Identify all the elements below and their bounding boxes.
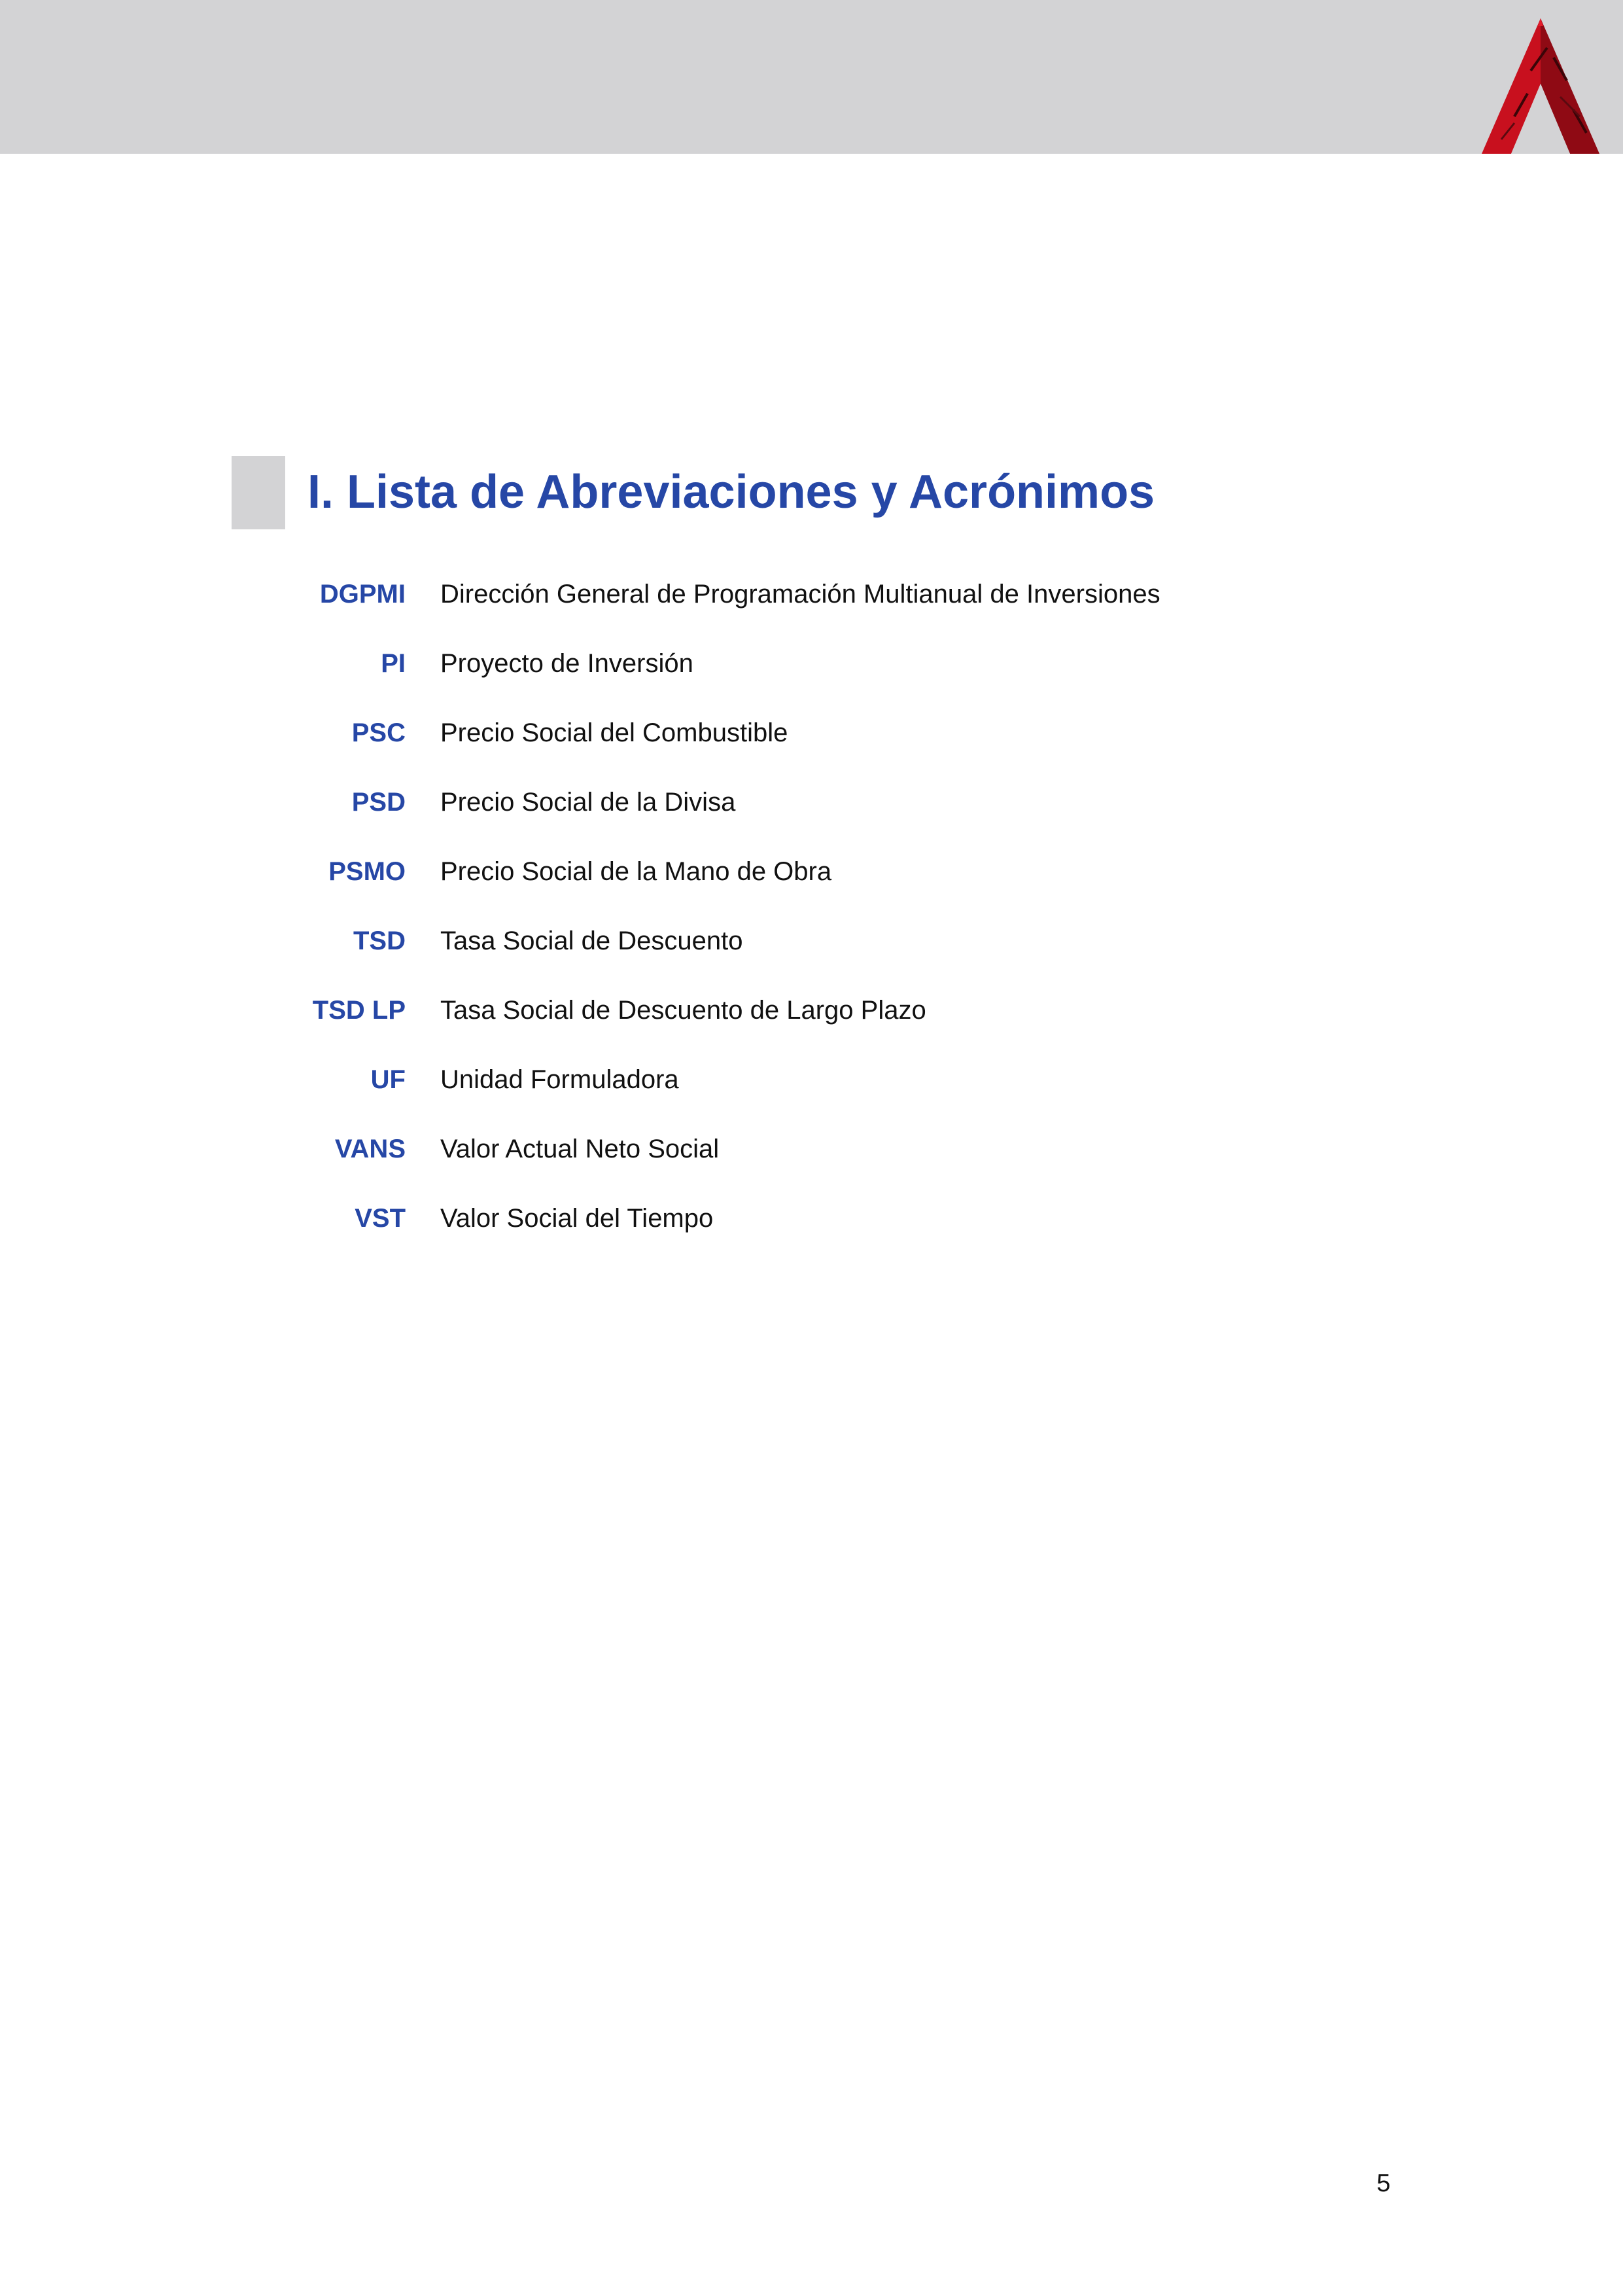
abbreviation-meaning: Precio Social de la Mano de Obra [440,857,832,886]
abbreviation-list [288,559,1335,1253]
list-item [288,768,1335,837]
red-triangular-a-logo-icon [1475,18,1606,154]
list-item [288,559,1335,629]
abbreviation-meaning: Tasa Social de Descuento [440,926,743,955]
list-item [288,906,1335,976]
abbreviation-code: VANS [334,1134,406,1163]
list-item [288,698,1335,768]
abbreviation-meaning: Precio Social del Combustible [440,718,788,747]
list-item [288,1045,1335,1114]
abbreviation-meaning: Tasa Social de Descuento de Largo Plazo [440,995,926,1025]
list-item [288,1114,1335,1184]
abbreviation-meaning: Valor Actual Neto Social [440,1134,720,1163]
abbreviation-code: PSMO [328,857,406,886]
abbreviation-meaning: Proyecto de Inversión [440,648,693,678]
section-marker [232,456,285,529]
list-item [288,1184,1335,1253]
abbreviation-code: TSD LP [312,995,406,1025]
page-number: 5 [1376,2170,1391,2197]
abbreviation-meaning: Precio Social de la Divisa [440,787,736,817]
abbreviation-code: PI [381,648,406,678]
list-item [288,837,1335,906]
header-band [0,0,1623,154]
abbreviation-meaning: Valor Social del Tiempo [440,1203,714,1233]
abbreviation-meaning: Unidad Formuladora [440,1065,679,1094]
abbreviation-code: UF [370,1065,406,1094]
list-item [288,629,1335,698]
abbreviation-meaning: Dirección General de Programación Multianual de Inversiones [440,579,1161,609]
abbreviation-code: VST [355,1203,406,1233]
abbreviation-code: PSC [351,718,406,747]
abbreviation-code: TSD [353,926,406,955]
abbreviation-code: DGPMI [319,579,406,609]
page-title: I. Lista de Abreviaciones y Acrónimos [307,466,1155,518]
list-item [288,976,1335,1045]
abbreviation-code: PSD [351,787,406,817]
